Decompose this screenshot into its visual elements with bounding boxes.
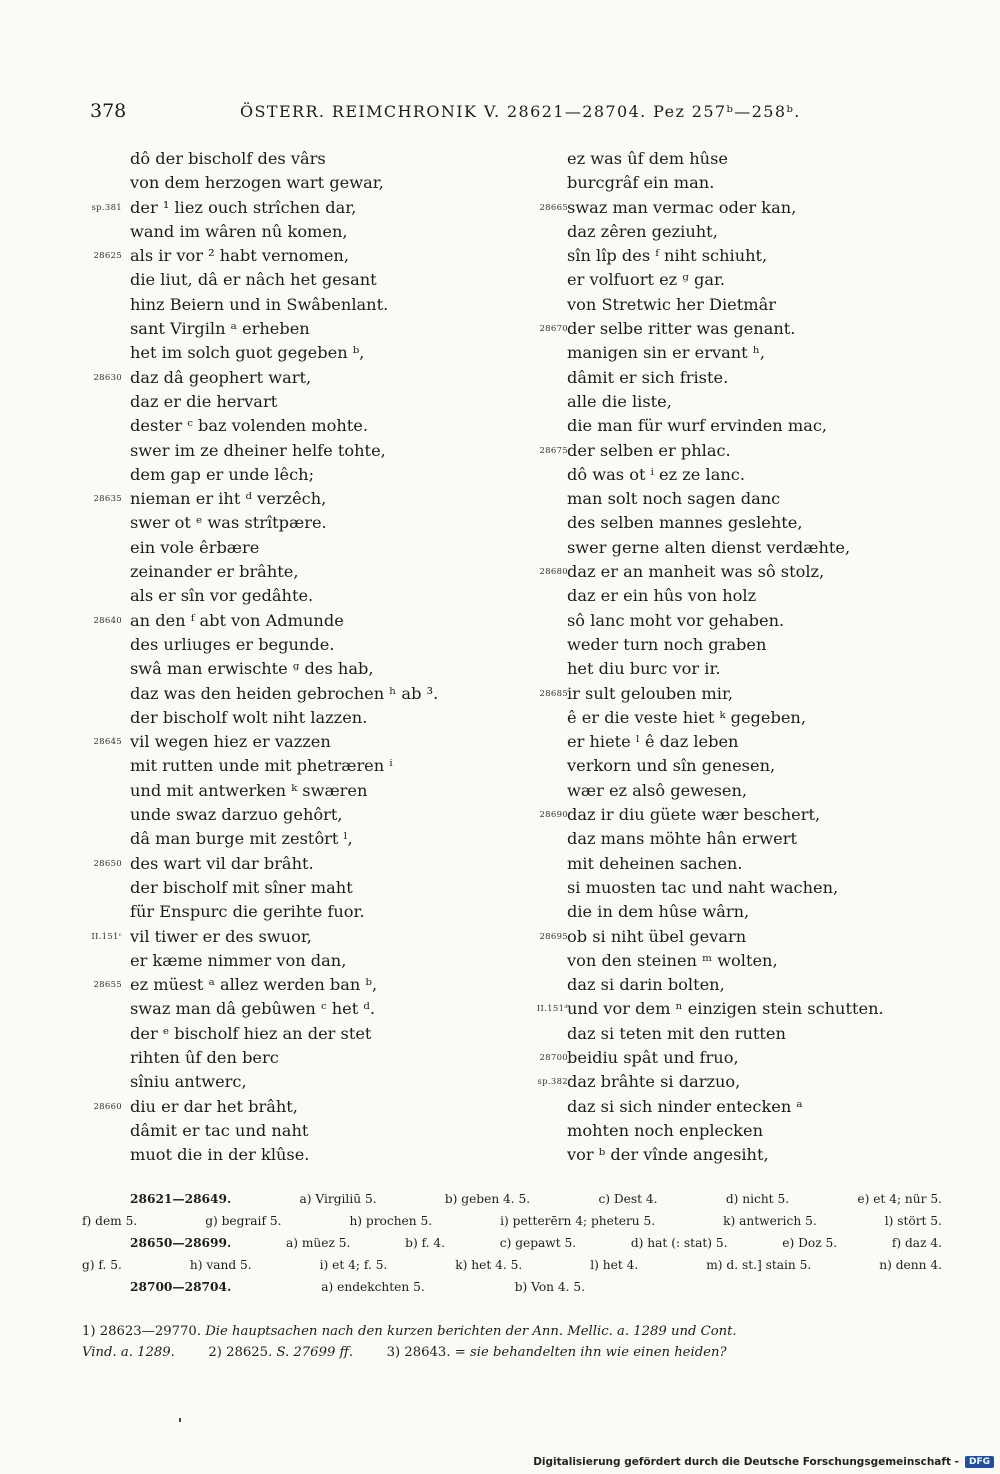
verse-text: die liut, dâ er nâch het gesant xyxy=(130,270,377,290)
verse-line xyxy=(0,1143,500,1167)
verse-line xyxy=(0,609,500,633)
verse-line xyxy=(0,754,500,778)
footnote-1-ref: 1) 28623—29770. xyxy=(82,1324,202,1339)
verse-line xyxy=(510,633,930,657)
footnote-line-2 xyxy=(82,1342,942,1363)
verse-text: er kæme nimmer von dan, xyxy=(130,950,347,970)
verse-line xyxy=(0,147,500,171)
variant-range: 28650—28699. xyxy=(130,1236,232,1250)
variant-reading: l) het 4. xyxy=(590,1258,639,1272)
verse-line xyxy=(0,900,500,924)
verse-line xyxy=(0,682,500,706)
verse-line xyxy=(0,876,500,900)
verse-line xyxy=(510,584,930,608)
footnote-2-text: S. 27699 ff. xyxy=(276,1345,354,1360)
verse-line xyxy=(0,293,500,317)
verse-text: ez müest ᵃ allez werden ban ᵇ, xyxy=(130,975,378,995)
verse-line xyxy=(0,730,500,754)
verse-text: dem gap er unde lêch; xyxy=(130,464,315,484)
variant-reading: b) Von 4. 5. xyxy=(514,1280,586,1294)
verse-line xyxy=(0,1095,500,1119)
verse-text: swer im ze dheiner helfe tohte, xyxy=(130,440,386,460)
verse-line xyxy=(510,827,930,851)
verse-line xyxy=(0,171,500,195)
verse-line xyxy=(0,997,500,1021)
variant-reading: e) et 4; nür 5. xyxy=(857,1192,942,1206)
verse-line xyxy=(0,1022,500,1046)
line-number: 28690 xyxy=(539,810,568,821)
verse-line xyxy=(510,366,930,390)
verse-line xyxy=(0,439,500,463)
verse-text: der ¹ liez ouch strîchen dar, xyxy=(130,197,357,217)
verse-text: als ir vor ² habt vernomen, xyxy=(130,246,349,266)
verse-line xyxy=(510,682,930,706)
variant-line xyxy=(82,1254,942,1276)
verse-line xyxy=(510,511,930,535)
verse-text: der bischolf mit sîner maht xyxy=(130,877,353,897)
verse-text: alle die liste, xyxy=(567,391,672,411)
verse-line xyxy=(510,390,930,414)
footnote-1-text-cont: Vind. a. 1289. xyxy=(82,1345,175,1360)
variant-range: 28700—28704. xyxy=(130,1280,232,1294)
variant-reading: g) f. 5. xyxy=(82,1258,122,1272)
verse-text: des urliuges er begunde. xyxy=(130,634,335,654)
line-number: 28645 xyxy=(93,737,122,748)
verse-text: dester ᶜ baz volenden mohte. xyxy=(130,416,368,436)
line-number: 28670 xyxy=(539,324,568,335)
verse-line xyxy=(510,852,930,876)
verse-line xyxy=(0,220,500,244)
verse-line xyxy=(0,366,500,390)
verse-text: weder turn noch graben xyxy=(567,634,767,654)
verse-line xyxy=(510,706,930,730)
verse-text: hinz Beiern und in Swâbenlant. xyxy=(130,294,389,314)
verse-line xyxy=(510,1046,930,1070)
verse-text: der selben er phlac. xyxy=(567,440,731,460)
variant-reading: d) nicht 5. xyxy=(725,1192,790,1206)
verse-line xyxy=(510,997,930,1021)
verse-text: manigen sin er ervant ʰ, xyxy=(567,343,765,363)
verse-line xyxy=(510,220,930,244)
footnote-3-text: = sie behandelten ihn wie einen heiden? xyxy=(454,1345,727,1360)
variant-apparatus xyxy=(82,1188,942,1298)
verse-text: swaz man dâ gebûwen ᶜ het ᵈ. xyxy=(130,999,375,1019)
verse-text: daz brâhte si darzuo, xyxy=(567,1072,741,1092)
line-number: 28665 xyxy=(539,202,568,213)
verse-line xyxy=(510,730,930,754)
verse-text: rihten ûf den berc xyxy=(130,1047,279,1067)
variant-reading: e) Doz 5. xyxy=(782,1236,838,1250)
variant-reading: f) daz 4. xyxy=(891,1236,942,1250)
verse-column-right xyxy=(510,147,930,1167)
verse-text: vil wegen hiez er vazzen xyxy=(130,732,331,752)
verse-line xyxy=(510,657,930,681)
variant-reading: k) het 4. 5. xyxy=(455,1258,523,1272)
verse-line xyxy=(0,827,500,851)
verse-text: daz ir diu güete wær beschert, xyxy=(567,805,821,825)
variant-line xyxy=(82,1210,942,1232)
verse-line xyxy=(510,560,930,584)
verse-line xyxy=(510,1119,930,1143)
verse-text: swaz man vermac oder kan, xyxy=(567,197,797,217)
verse-text: für Enspurc die gerihte fuor. xyxy=(130,902,365,922)
verse-line xyxy=(510,1070,930,1094)
verse-text: ir sult gelouben mir, xyxy=(567,683,734,703)
verse-text: sô lanc moht vor gehaben. xyxy=(567,610,785,630)
verse-line xyxy=(0,1119,500,1143)
verse-line xyxy=(510,463,930,487)
verse-text: die man für wurf ervinden mac, xyxy=(567,416,828,436)
verse-text: swer gerne alten dienst verdæhte, xyxy=(567,537,851,557)
verse-text: von dem herzogen wart gewar, xyxy=(130,173,384,193)
line-number: II.151ᵈ xyxy=(536,1004,568,1015)
variant-line xyxy=(82,1232,942,1254)
verse-text: daz dâ geophert wart, xyxy=(130,367,312,387)
verse-text: daz er die hervart xyxy=(130,391,278,411)
verse-text: zeinander er brâhte, xyxy=(130,562,299,582)
verse-line xyxy=(0,511,500,535)
verse-line xyxy=(510,487,930,511)
verse-line xyxy=(0,487,500,511)
verse-text: daz si teten mit den rutten xyxy=(567,1023,786,1043)
verse-line xyxy=(0,560,500,584)
verse-line xyxy=(510,536,930,560)
line-number: sp.382 xyxy=(537,1077,568,1088)
variant-reading: n) denn 4. xyxy=(879,1258,942,1272)
verse-line xyxy=(510,171,930,195)
verse-text: ê er die veste hiet ᵏ gegeben, xyxy=(567,707,806,727)
verse-text: als er sîn vor gedâhte. xyxy=(130,586,314,606)
verse-line xyxy=(0,1046,500,1070)
verse-line xyxy=(510,293,930,317)
verse-line xyxy=(510,900,930,924)
verse-text: daz was den heiden gebrochen ʰ ab ³. xyxy=(130,683,439,703)
verse-text: mohten noch enplecken xyxy=(567,1120,763,1140)
verse-text: von den steinen ᵐ wolten, xyxy=(567,950,778,970)
variant-reading: c) Dest 4. xyxy=(598,1192,658,1206)
verse-line xyxy=(510,147,930,171)
dfg-logo-icon: DFG xyxy=(965,1456,994,1468)
verse-text: des selben mannes geslehte, xyxy=(567,513,803,533)
footnote-3-ref: 3) 28643. xyxy=(386,1345,451,1360)
line-number: sp.381 xyxy=(91,202,122,213)
variant-range: 28621—28649. xyxy=(130,1192,232,1206)
verse-line xyxy=(510,949,930,973)
line-number: 28655 xyxy=(93,980,122,991)
verse-text: dâ man burge mit zestôrt ˡ, xyxy=(130,829,353,849)
variant-reading: k) antwerich 5. xyxy=(723,1214,817,1228)
line-number: 28640 xyxy=(93,615,122,626)
verse-line xyxy=(510,973,930,997)
verse-text: sîniu antwerc, xyxy=(130,1072,247,1092)
verse-text: mit rutten unde mit phetræren ⁱ xyxy=(130,756,393,776)
verse-line xyxy=(510,341,930,365)
variant-reading: f) dem 5. xyxy=(82,1214,138,1228)
verse-text: er hiete ˡ ê daz leben xyxy=(567,732,739,752)
verse-line xyxy=(510,439,930,463)
footnote-1-text: Die hauptsachen nach den kurzen berichten der Ann. Mellic. a. 1289 und Cont. xyxy=(205,1324,737,1339)
verse-line xyxy=(510,779,930,803)
verse-text: daz mans möhte hân erwert xyxy=(567,829,797,849)
verse-line xyxy=(0,584,500,608)
variant-reading: m) d. st.] stain 5. xyxy=(706,1258,812,1272)
verse-line xyxy=(0,657,500,681)
line-number: 28700 xyxy=(539,1052,568,1063)
verse-line xyxy=(0,317,500,341)
verse-line xyxy=(510,196,930,220)
verse-text: diu er dar het brâht, xyxy=(130,1096,298,1116)
running-head: ÖSTERR. REIMCHRONIK V. 28621—28704. Pez 257ᵇ—258ᵇ. xyxy=(240,102,801,121)
verse-text: daz zêren geziuht, xyxy=(567,221,718,241)
verse-line xyxy=(510,317,930,341)
verse-text: von Stretwic her Dietmâr xyxy=(567,294,776,314)
variant-line xyxy=(82,1188,942,1210)
verse-line xyxy=(0,414,500,438)
verse-line xyxy=(0,803,500,827)
verse-line xyxy=(510,609,930,633)
line-number: 28660 xyxy=(93,1101,122,1112)
line-number: 28635 xyxy=(93,494,122,505)
verse-line xyxy=(0,779,500,803)
verse-text: het diu burc vor ir. xyxy=(567,659,721,679)
verse-text: an den ᶠ abt von Admunde xyxy=(130,610,344,630)
verse-text: der selbe ritter was genant. xyxy=(567,319,796,339)
verse-text: si muosten tac und naht wachen, xyxy=(567,877,839,897)
verse-line xyxy=(0,341,500,365)
verse-line xyxy=(510,876,930,900)
verse-text: dâmit er tac und naht xyxy=(130,1120,309,1140)
line-number: 28630 xyxy=(93,372,122,383)
verse-text: der ᵉ bischolf hiez an der stet xyxy=(130,1023,372,1043)
verse-line xyxy=(0,852,500,876)
verse-text: dô was ot ⁱ ez ze lanc. xyxy=(567,464,745,484)
variant-reading: d) hat (: stat) 5. xyxy=(630,1236,728,1250)
page-header xyxy=(90,100,930,126)
verse-text: sant Virgiln ᵃ erheben xyxy=(130,319,310,339)
variant-reading: b) geben 4. 5. xyxy=(444,1192,531,1206)
verse-text: daz er ein hûs von holz xyxy=(567,586,757,606)
verse-line xyxy=(510,803,930,827)
verse-line xyxy=(0,244,500,268)
page-number: 378 xyxy=(90,100,127,122)
verse-text: vil tiwer er des swuor, xyxy=(130,926,312,946)
verse-text: beidiu spât und fruo, xyxy=(567,1047,739,1067)
variant-reading: c) gepawt 5. xyxy=(499,1236,577,1250)
verse-line xyxy=(0,949,500,973)
verse-text: het im solch guot gegeben ᵇ, xyxy=(130,343,365,363)
verse-text: ez was ûf dem hûse xyxy=(567,149,728,168)
verse-line xyxy=(0,196,500,220)
variant-reading: l) stört 5. xyxy=(884,1214,942,1228)
line-number: 28680 xyxy=(539,567,568,578)
line-number: 28695 xyxy=(539,931,568,942)
verse-line xyxy=(510,1143,930,1167)
line-number: 28685 xyxy=(539,688,568,699)
verse-text: des wart vil dar brâht. xyxy=(130,853,314,873)
verse-line xyxy=(0,268,500,292)
verse-line xyxy=(0,390,500,414)
funding-notice xyxy=(533,1456,994,1468)
verse-text: daz si darin bolten, xyxy=(567,975,725,995)
variant-reading: i) petterērn 4; pheteru 5. xyxy=(500,1214,656,1228)
verse-line xyxy=(510,414,930,438)
verse-text: swer ot ᵉ was strîtpære. xyxy=(130,513,327,533)
verse-text: verkorn und sîn genesen, xyxy=(567,756,776,776)
verse-column-left xyxy=(0,147,500,1167)
verse-line xyxy=(0,536,500,560)
verse-line xyxy=(510,754,930,778)
variant-reading: a) Virgiliū 5. xyxy=(299,1192,377,1206)
verse-line xyxy=(0,973,500,997)
verse-line xyxy=(0,925,500,949)
line-number: 28625 xyxy=(93,251,122,262)
variant-reading: g) begraif 5. xyxy=(205,1214,282,1228)
verse-text: swâ man erwischte ᵍ des hab, xyxy=(130,659,374,679)
verse-text: der bischolf wolt niht lazzen. xyxy=(130,707,368,727)
footnote-2-ref: 2) 28625. xyxy=(208,1345,273,1360)
variant-reading: a) endekchten 5. xyxy=(321,1280,425,1294)
verse-text: wand im wâren nû komen, xyxy=(130,221,348,241)
verse-text: ob si niht übel gevarn xyxy=(567,926,747,946)
variant-reading: a) müez 5. xyxy=(285,1236,351,1250)
variant-reading: i) et 4; f. 5. xyxy=(319,1258,388,1272)
verse-line xyxy=(0,633,500,657)
verse-line xyxy=(510,268,930,292)
line-number: 28675 xyxy=(539,445,568,456)
variant-reading: h) vand 5. xyxy=(189,1258,252,1272)
verse-text: dô der bischolf des vârs xyxy=(130,149,326,168)
verse-text: daz er an manheit was sô stolz, xyxy=(567,562,825,582)
verse-text: man solt noch sagen danc xyxy=(567,489,781,509)
print-mark xyxy=(179,1418,181,1422)
verse-text: wær ez alsô gewesen, xyxy=(567,780,748,800)
footnotes xyxy=(82,1321,942,1363)
verse-text: und vor dem ⁿ einzigen stein schutten. xyxy=(567,999,884,1019)
verse-text: vor ᵇ der vînde angesiht, xyxy=(567,1145,769,1165)
variant-reading: b) f. 4. xyxy=(405,1236,446,1250)
verse-text: er volfuort ez ᵍ gar. xyxy=(567,270,726,290)
verse-text: und mit antwerken ᵏ swæren xyxy=(130,780,368,800)
verse-text: daz si sich ninder entecken ᵃ xyxy=(567,1096,803,1116)
verse-line xyxy=(0,706,500,730)
verse-text: ein vole êrbære xyxy=(130,537,260,557)
verse-text: mit deheinen sachen. xyxy=(567,853,743,873)
verse-text: dâmit er sich friste. xyxy=(567,367,729,387)
variant-line xyxy=(82,1276,942,1298)
funding-text: Digitalisierung gefördert durch die Deutsche Forschungsgemeinschaft - xyxy=(533,1456,959,1468)
verse-line xyxy=(0,1070,500,1094)
line-number: II.151ᶜ xyxy=(91,931,122,942)
footnote-line-1 xyxy=(82,1321,942,1342)
verse-line xyxy=(510,1095,930,1119)
verse-text: muot die in der klûse. xyxy=(130,1145,310,1165)
verse-line xyxy=(510,1022,930,1046)
verse-line xyxy=(510,925,930,949)
verse-line xyxy=(0,463,500,487)
line-number: 28650 xyxy=(93,858,122,869)
verse-text: nieman er iht ᵈ verzêch, xyxy=(130,489,327,509)
verse-text: sîn lîp des ᶠ niht schiuht, xyxy=(567,246,768,266)
verse-text: die in dem hûse wârn, xyxy=(567,902,750,922)
variant-reading: h) prochen 5. xyxy=(349,1214,433,1228)
verse-text: burcgrâf ein man. xyxy=(567,173,715,193)
verse-text: unde swaz darzuo gehôrt, xyxy=(130,805,343,825)
verse-line xyxy=(510,244,930,268)
